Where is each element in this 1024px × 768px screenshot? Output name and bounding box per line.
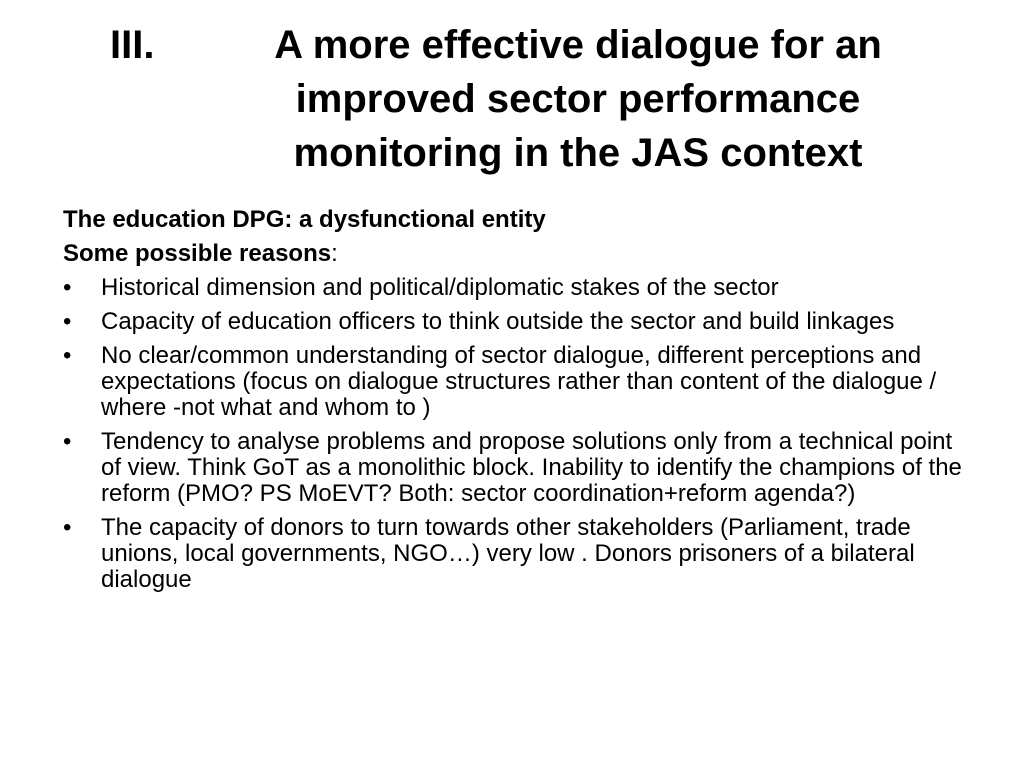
bullet-dot-icon: • (63, 308, 72, 335)
bullet-dot-icon: • (63, 428, 72, 455)
title-text: A more effective dialogue for an improved sector performance monitoring in the JAS context (274, 23, 882, 175)
bullet-item (63, 309, 963, 335)
bullet-text: No clear/common understanding of sector dialogue, different perceptions and expectations (focus on dialogue structures rather than content of the dialogue / where -not what and whom to ) (101, 342, 937, 421)
reasons-label-line (63, 241, 963, 267)
section-heading: The education DPG: a dysfunctional entity (63, 206, 546, 233)
bullet-dot-icon: • (63, 514, 72, 541)
bullet-item (63, 515, 963, 593)
bullet-item (63, 275, 963, 301)
bullet-text: Tendency to analyse problems and propose solutions only from a technical point of view. Think GoT as a monolithic block. Inability to identify the champions of the reform (PMO? PS MoEVT? Both: sector coordination+reform agenda?) (101, 428, 962, 507)
reasons-colon: : (331, 240, 338, 267)
title-number: III. (110, 23, 155, 67)
slide-body (63, 207, 963, 601)
bullet-item (63, 343, 963, 421)
bullet-text: Historical dimension and political/diplomatic stakes of the sector (101, 274, 779, 301)
bullet-list (63, 275, 963, 593)
bullet-text: The capacity of donors to turn towards other stakeholders (Parliament, trade unions, local governments, NGO…) very low . Donors prisoners of a bilateral dialogue (101, 514, 915, 593)
reasons-label: Some possible reasons (63, 240, 332, 267)
bullet-text: Capacity of education officers to think outside the sector and build linkages (101, 308, 895, 335)
bullet-dot-icon: • (63, 274, 72, 301)
bullet-dot-icon: • (63, 342, 72, 369)
slide-title (110, 18, 930, 180)
bullet-item (63, 429, 963, 507)
